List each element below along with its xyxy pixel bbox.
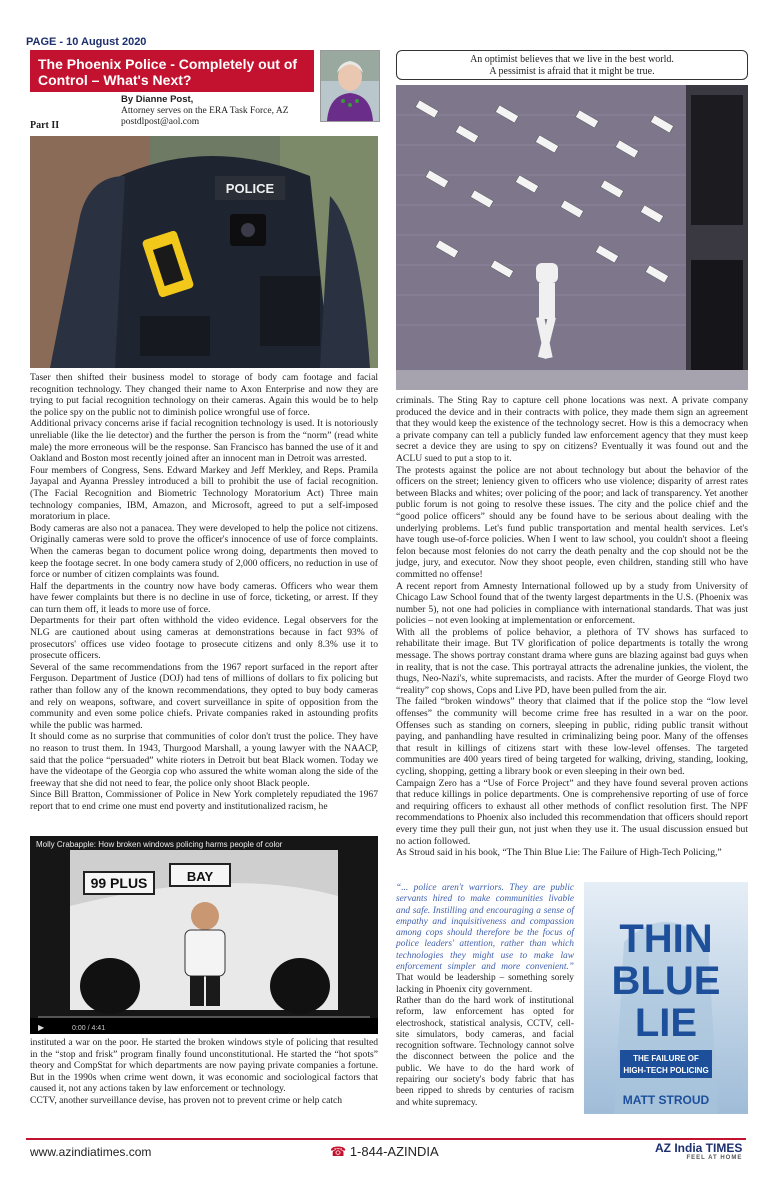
video-time: 0:00 / 4:41 bbox=[72, 1025, 106, 1032]
paragraph: Since Bill Bratton, Commissioner of Police in New York completely repudiated the 1967 report that to end crime one must end poverty and institutionalized racism, he bbox=[30, 789, 378, 812]
part-label: Part II bbox=[30, 120, 60, 131]
book-title-2: BLUE bbox=[611, 959, 721, 1003]
quote-box bbox=[396, 50, 748, 80]
store-sign: 99 PLUS bbox=[90, 875, 148, 891]
vest-label: POLICE bbox=[225, 181, 275, 196]
paragraph: As Stroud said in his book, “The Thin Blue Lie: The Failure of High-Tech Policing,” bbox=[396, 847, 722, 859]
byline-email[interactable]: postdlpost@aol.com bbox=[121, 117, 200, 127]
footer-phone-number: 1-844-AZINDIA bbox=[349, 1144, 439, 1159]
logo-main: AZ India TIMES bbox=[655, 1141, 743, 1155]
quote-followup: That would be leadership – something sorely lacking in Phoenix city government. bbox=[396, 973, 574, 995]
paragraph: Taser then shifted their business model to storage of body cam footage and facial recognition technology. They changed their name to Axon Enterprise and now they are trying to put facial recognition technology on their cameras. Again this would be to help the police spy on the public not to diminish police wrongful use of force. bbox=[30, 372, 378, 418]
paragraph: The protests against the police are not about technology but about the behavior of the officers on the street; leniency given to officers who use violence; disparity of arrest rates between Blacks and whites; over policing of the poor; and lack of transparency. Yet another public forum is not going to resolve these issues. The city and the police chief and the “good police officers” should any be found have to be serious about dealing with the underlying problems. Let's fund public transportation and mental health services. Let's have tough use-of-force policies. When I went to law school, you couldn't shoot a fleeing felon because most felonies do not carry the death penalty and the cop should not be the judge, jury, and executor. Now they shoot people, even children, standing still who have committed no offense! bbox=[396, 464, 748, 580]
video-player[interactable] bbox=[30, 836, 378, 1034]
quote-line-1: An optimist believes that we live in the best world. bbox=[470, 54, 674, 65]
police-officer-photo bbox=[30, 136, 378, 368]
article-left-column bbox=[30, 372, 378, 813]
stroud-quote: “... police aren't warriors. They are public servants hired to make communities livable and safe. Instilling and encouraging a sense of empathy and inquisitiveness and compassion among cops should therefore be the focus of police leaders' attention, rather than which technologies they might use to make law enforcement simpler and more convenient.” bbox=[396, 883, 574, 973]
author-photo bbox=[320, 50, 380, 122]
paragraph: instituted a war on the poor. He started the broken windows style of policing that resulted in the “stop and frisk” program finally found unconstitutional. He started the “hot spots” theory and CompStat for which departments are now paying private companies a fortune. But in the 1990s when crime went down, it was economic and sociological factors that caused it, not any actions taken by law enforcement or technology. bbox=[30, 1037, 378, 1095]
phone-icon: ☎ bbox=[330, 1144, 347, 1159]
article-left-column-continued bbox=[30, 1037, 378, 1107]
book-cover bbox=[584, 882, 748, 1114]
book-subtitle-1: THE FAILURE OF bbox=[633, 1054, 699, 1063]
article-right-column bbox=[396, 395, 748, 859]
surveillance-cameras-photo bbox=[396, 85, 748, 390]
paragraph: Four members of Congress, Sens. Edward Markey and Jeff Merkley, and Reps. Pramila Jayapal and Ayanna Pressley introduced a bill to prohibit the use of facial recognition. (The Facial Recognition and Biometric Technology Moratorium Act) Three main technology companies, IBM, Amazon, and Microsoft, agreed to put a self-imposed moratorium in place. bbox=[30, 464, 378, 523]
paragraph: A recent report from Amnesty International followed up by a study from University of Chicago Law School found that of the twenty largest departments in the U.S. (Phoenix was number 5), not one had policies in compliance with international standards. That was just policies – not even looking at implementation or enforcement. bbox=[396, 580, 748, 627]
book-title-1: THIN bbox=[619, 917, 713, 961]
paragraph: Body cameras are also not a panacea. They were developed to help the police not citizens. Originally cameras were sold to prove the officer's innocence of use of force complaints. When the cameras began to document police wrong doing, departments then moved to keep the footage secret. In one body camera study of 2,000 officers, no reduction in use of force or number of citizen complaints was found. bbox=[30, 522, 378, 581]
bay-sign: BAY bbox=[186, 869, 214, 884]
headline-banner: The Phoenix Police - Completely out of Control – What's Next? bbox=[30, 50, 314, 92]
paragraph: Half the departments in the country now have body cameras. Officers who wear them have fewer complaints but there is no decline in use of force, ticketing, or arrest. If they can turn them off, it leads to more use of force. bbox=[30, 580, 378, 615]
byline-author: By Dianne Post, bbox=[121, 94, 194, 105]
book-title-3: LIE bbox=[634, 1001, 698, 1045]
footer-phone bbox=[330, 1144, 439, 1160]
byline-role: Attorney serves on the ERA Task Force, AZ bbox=[121, 106, 289, 116]
paragraph: The failed “broken windows” theory that claimed that if the police stop the “low level offenses” the community will become crime free has resulted in a war on the poor. Offenses such as standing on corners, sleeping in public, riding public transit without paying, and panhandling have resulted in criminalizing being poor. Many of the offenses that result in killings of citizens start with these low-level offenses. The targeted communities are 400 years tired of being targeted for walking, driving, standing, looking, cycling, shopping, getting a library book or even sleeping in their own bed. bbox=[396, 696, 748, 777]
quote-line-2: A pessimist is afraid that it might be true. bbox=[489, 66, 655, 77]
svg-text:▶: ▶ bbox=[38, 1023, 45, 1032]
footer-website[interactable]: www.azindiatimes.com bbox=[30, 1145, 152, 1159]
article-right-narrow-column bbox=[396, 883, 574, 1109]
paragraph: Several of the same recommendations from the 1967 report surfaced in the report after Ferguson. Department of Justice (DOJ) had tens of millions of dollars to fix policing but rather than follow any of the known recommendations, they opted to buy body cameras and rely on weapons, software, and covert surveillance in spite of opposition from the community and even some police chiefs. Private companies raked in astounding profits while the public was harmed. bbox=[30, 661, 378, 731]
paragraph: Additional privacy concerns arise if facial recognition technology is used. It is notoriously unreliable (like the lie detector) and the further the person is from the “norm” (read white male) the more erroneous will be the response. San Francisco has banned the use of it and Oakland and Boston most recently joined after an innocent man in Detroit was arrested. bbox=[30, 418, 378, 465]
logo-tagline: FEEL AT HOME bbox=[686, 1155, 743, 1161]
book-author: MATT STROUD bbox=[622, 1093, 710, 1107]
paragraph: It should come as no surprise that communities of color don't trust the police. They have no reason to trust them. In 1943, Thurgood Marshall, a young lawyer with the NAACP, said that the police “persuaded” white rioters in Detroit but beat Black women. Today we have the videotape of the Georgia cop who assured the white woman along the side of the freeway that she did not need to fear, the police only shoot Black people. bbox=[30, 731, 378, 789]
paragraph: Rather than do the hard work of institutional reform, law enforcement has opted for electroshock, statistical analysis, CCTV, cell-site simulators, body cameras, and facial recognition software. Technology cannot solve the disconnect between the police and the public. We have to do the hard work of repairing our society's body fabric that has been ripped to shreds by centuries of racism and white supremacy. bbox=[396, 995, 574, 1108]
paragraph: With all the problems of police behavior, a plethora of TV shows has surfaced to rehabilitate their image. But TV glorification of police departments is totally the wrong message. The shows portray constant drama where guns are blazing against bad guys when in reality, that is not the case. This portrayal attracts the adrenaline junkies, the violent, the thugs, Neo-Nazi's, white supremacists, and racists. After the murder of George Floyd two “reality” cop shows, Cops and Live PD, have been pulled from the air. bbox=[396, 626, 748, 696]
video-title[interactable]: Molly Crabapple: How broken windows policing harms people of color bbox=[36, 840, 283, 849]
paragraph: Campaign Zero has a “Use of Force Project” and they have found several proven actions that reduce killings in police departments. One is comprehensive reporting of use of force and requiring officers to exhaust all other methods of conflict resolution first. The NPF recommendations to Phoenix also included this recommendation that officers should report every time they pull their gun, not just when they use it. The usual discussion ensued but no action followed. bbox=[396, 777, 748, 847]
book-subtitle-2: HIGH-TECH POLICING bbox=[623, 1066, 709, 1075]
footer-logo bbox=[655, 1141, 742, 1161]
paragraph: Departments for their part often withhold the video evidence. Legal observers for the NLG are cautioned about using cameras at demonstrations because in fact 93% of prosecutors' offices use video footage to prosecute citizens and only 8.3% use it to prosecute officers. bbox=[30, 615, 378, 662]
paragraph: criminals. The Sting Ray to capture cell phone locations was next. A private company produced the device and in their contracts with police, they made them sign an agreement that they would keep the existence of the technology secret. How is this a democracy when a private company can tell a publicly funded law enforcement agency that they must keep secret a device they are using to spy on citizens? Eventually it was found out and the ACLU sued to put a stop to it. bbox=[396, 395, 748, 464]
byline bbox=[121, 94, 289, 128]
paragraph: CCTV, another surveillance devise, has proven not to prevent crime or help catch bbox=[30, 1094, 343, 1106]
page-label: PAGE - 10 August 2020 bbox=[26, 36, 147, 48]
footer-divider bbox=[26, 1138, 746, 1140]
